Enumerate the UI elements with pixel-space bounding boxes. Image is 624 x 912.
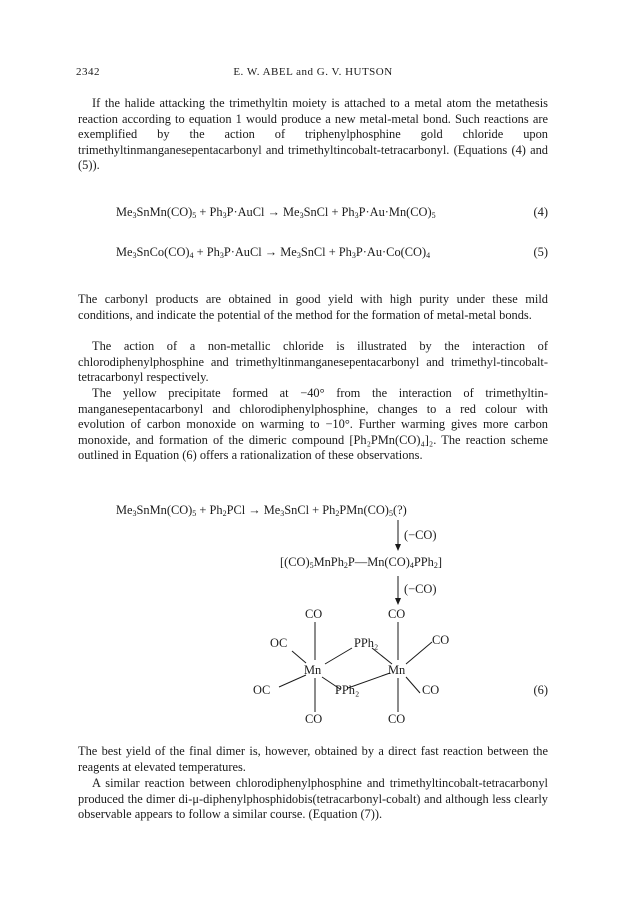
paragraph-best-yield: The best yield of the final dimer is, however, obtained by a direct fast reaction between the reagents at elevated temperatures.: [78, 744, 548, 774]
equation-5: $Me_3SnCo(CO)_4$ + $Ph_3P\cdot AuCl$ → $Me_3SnCl + Ph_3P\cdot Au\cdot Co(CO)_4$: [116, 245, 431, 260]
co-upper-right: CO: [432, 633, 450, 647]
paragraph-halide-metathesis: If the halide attacking the trimethyltin moiety is attached to a metal atom the metathesis reaction according to equation 1 would produce a new metal-metal bond. Such reactions are exemplified by the action of triphenylphosphine gold chloride upon trimethyltinmanganesepentacarbonyl and trimethyltincobalt-tetracarbonyl. (Equations (4) and (5)).: [78, 96, 548, 173]
page-number: 2342: [76, 66, 100, 78]
running-head-authors: E. W. ABEL and G. V. HUTSON: [233, 66, 393, 78]
oc-lower-left: OC: [253, 683, 271, 697]
pph2-lower: PPh₂: [335, 683, 360, 697]
paragraph-carbonyl-products: The carbonyl products are obtained in good yield with high purity under these mild conditions, and indicate the potential of the method for the formation of metal-metal bonds.: [78, 292, 548, 322]
co-bottom-left: CO: [305, 712, 323, 726]
paragraph-cobalt-dimer: A similar reaction between chlorodiphenylphosphine and trimethyltincobalt-tetracarbonyl produced the dimer di-μ-diphenylphosphidobis(tetracarbonyl-cobalt) and although less clearly observable appears to follow a similar course. (Equation (7)).: [78, 776, 548, 822]
scheme-reaction-line: $Me_3SnMn(CO)_5 + Ph_2PCl$ → $Me_3SnCl$ + $Ph_2PMn(CO)_5(?)$: [116, 503, 407, 518]
equation-6-number: (6): [533, 683, 548, 697]
scheme-step1-label: (−CO): [404, 528, 437, 542]
co-top-right: CO: [388, 607, 406, 621]
co-bottom-right: CO: [388, 712, 406, 726]
co-top-left: CO: [305, 607, 323, 621]
mn-left: Mn: [304, 663, 322, 677]
equation-4: $Me_3SnMn(CO)_5$ + $Ph_3P\cdot AuCl$ → $Me_3SnCl + Ph_3P\cdot Au\cdot Mn(CO)_5$: [116, 205, 436, 220]
equation-4-number: (4): [533, 205, 548, 219]
mn-right: Mn: [388, 663, 406, 677]
paragraph-yellow-precipitate: The yellow precipitate formed at −40° from the interaction of trimethyltin-manganesepentacarbonyl and chlorodiphenylphosphine, changes to a red colour with evolution of carbon monoxide on warming to −10°. Further warming gives more carbon monoxide, and formation of the dimeric compound [Ph₂PMn(CO)₄]₂. The reaction scheme outlined in Equation (6) offers a rationalization of these observations.: [78, 386, 548, 463]
equation-5-number: (5): [533, 245, 548, 259]
co-lower-right: CO: [422, 683, 440, 697]
scheme-step2-label: (−CO): [404, 582, 437, 596]
pph2-upper: PPh₂: [354, 636, 379, 650]
scheme-intermediate: $[(CO)_5MnPh_2P—Mn(CO)_4PPh_2]$: [280, 555, 442, 570]
oc-upper-left: OC: [270, 636, 288, 650]
paragraph-non-metallic-chloride: The action of a non-metallic chloride is illustrated by the interaction of chlorodiphenylphosphine and trimethyltinmanganesepentacarbonyl and trimethyl-tincobalt-tetracarbonyl respectively.: [78, 339, 548, 385]
